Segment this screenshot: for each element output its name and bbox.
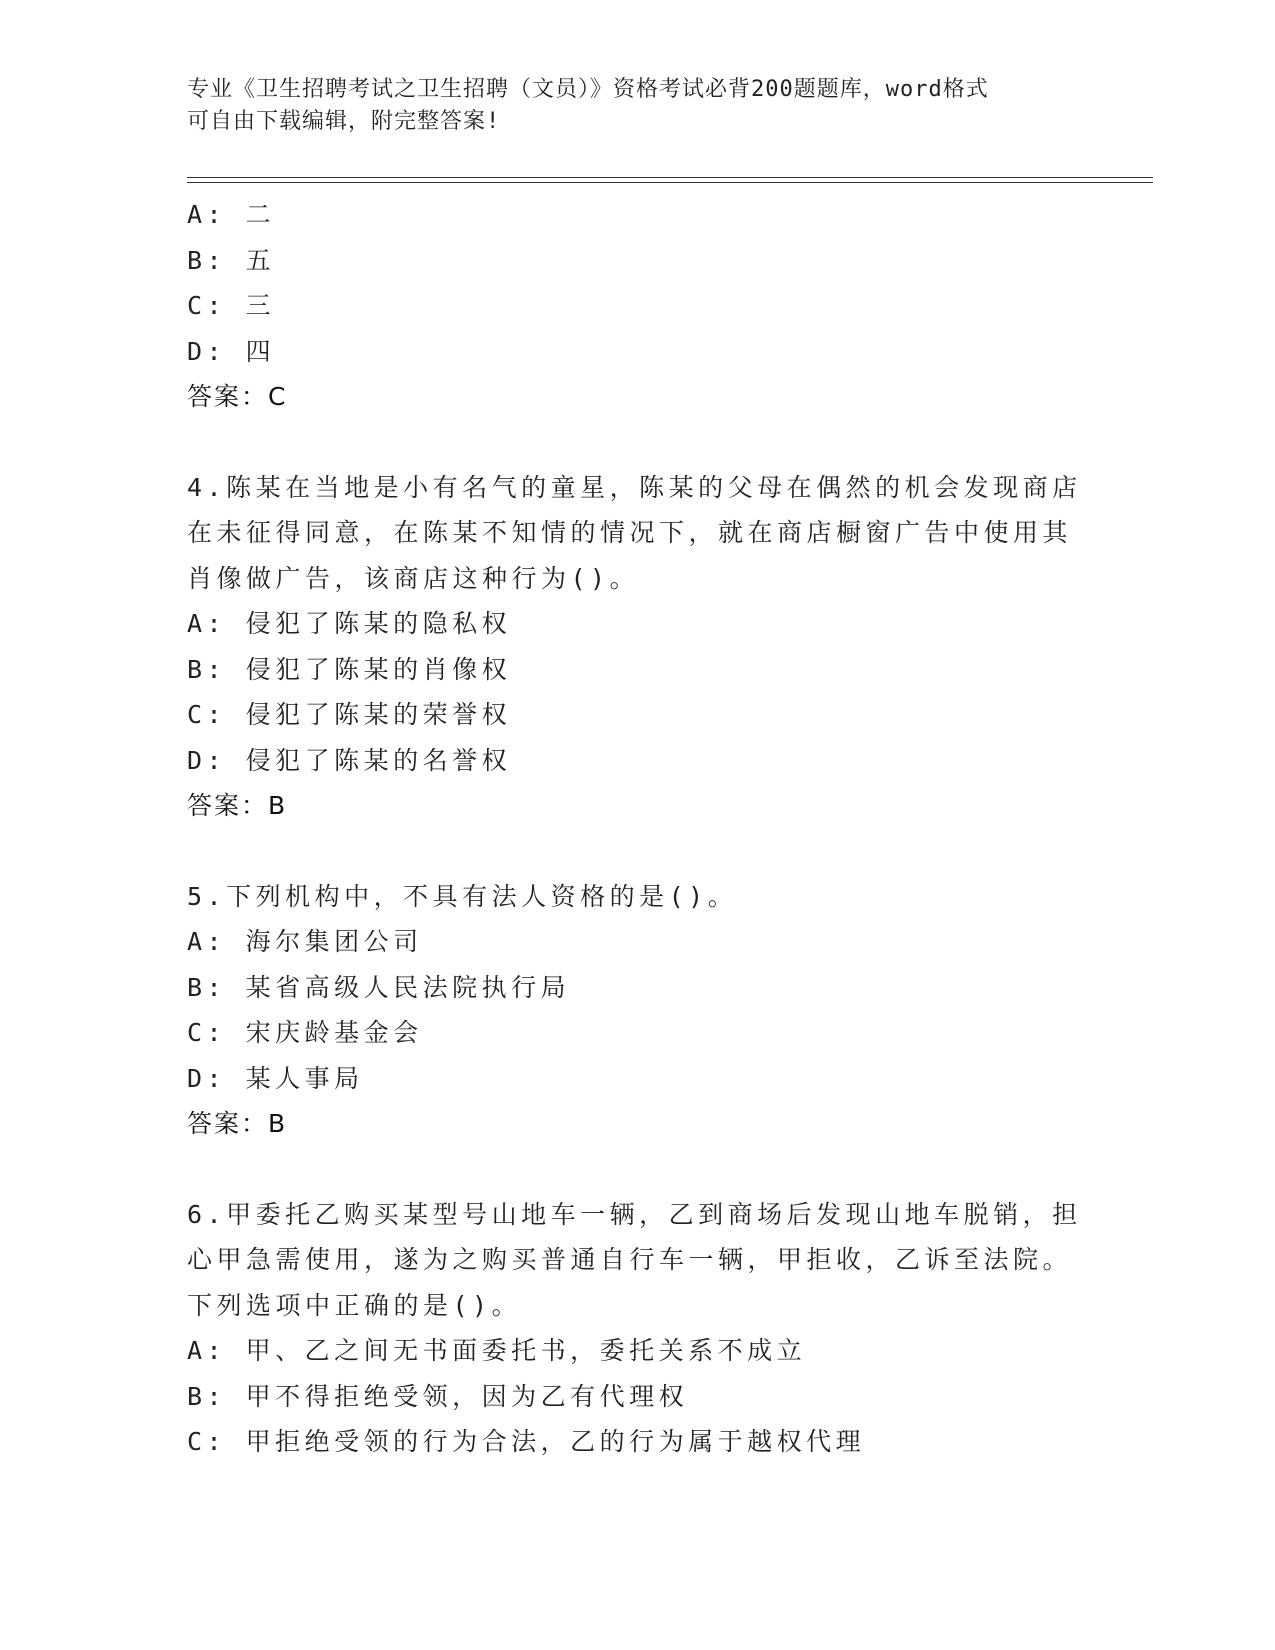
question-5: [187, 874, 1087, 1147]
header-rule-top: [187, 177, 1153, 178]
question-stem-line: 5.下列机构中，不具有法人资格的是()。: [187, 881, 738, 911]
option-c: C: 甲拒绝受领的行为合法，乙的行为属于越权代理: [187, 1427, 866, 1456]
option-c: C: 宋庆龄基金会: [187, 1018, 423, 1047]
option-d: D: 四: [187, 336, 276, 366]
option-d: D: 侵犯了陈某的名誉权: [187, 745, 512, 775]
option-a: A: 海尔集团公司: [187, 927, 423, 956]
question-4: [187, 465, 1087, 829]
question-stem-line: 下列选项中正确的是()。: [187, 1290, 522, 1320]
option-d: D: 某人事局: [187, 1063, 364, 1093]
page-header: [187, 74, 1087, 138]
spacer: [187, 420, 1087, 465]
question-stem-line: 4.陈某在当地是小有名气的童星，陈某的父母在偶然的机会发现商店: [187, 472, 1082, 502]
header-line-1: 专业《卫生招聘考试之卫生招聘（文员）》资格考试必背200题题库，word格式: [187, 77, 989, 102]
question-3: [187, 192, 1087, 420]
question-6: [187, 1192, 1087, 1465]
option-a: A: 甲、乙之间无书面委托书，委托关系不成立: [187, 1336, 807, 1365]
answer-line: 答案：C: [187, 382, 288, 411]
spacer: [187, 1147, 1087, 1192]
answer-line: 答案：B: [187, 791, 288, 820]
question-stem-line: 肖像做广告，该商店这种行为()。: [187, 563, 640, 593]
option-b: B: 甲不得拒绝受领，因为乙有代理权: [187, 1381, 689, 1411]
option-b: B: 某省高级人民法院执行局: [187, 972, 571, 1002]
answer-line: 答案：B: [187, 1109, 288, 1138]
header-rule-bottom: [187, 182, 1153, 183]
question-stem-line: 心甲急需使用，遂为之购买普通自行车一辆，甲拒收，乙诉至法院。: [187, 1245, 1073, 1274]
option-c: C: 三: [187, 291, 276, 320]
option-a: A: 二: [187, 200, 276, 229]
question-stem-line: 在未征得同意，在陈某不知情的情况下，就在商店橱窗广告中使用其: [187, 518, 1073, 547]
option-c: C: 侵犯了陈某的荣誉权: [187, 700, 512, 729]
question-stem-line: 6.甲委托乙购买某型号山地车一辆，乙到商场后发现山地车脱销，担: [187, 1199, 1082, 1229]
header-line-2: 可自由下载编辑，附完整答案!: [187, 109, 501, 134]
question-list: [187, 192, 1087, 1465]
option-a: A: 侵犯了陈某的隐私权: [187, 609, 512, 638]
option-b: B: 五: [187, 245, 276, 275]
spacer: [187, 829, 1087, 874]
option-b: B: 侵犯了陈某的肖像权: [187, 654, 512, 684]
